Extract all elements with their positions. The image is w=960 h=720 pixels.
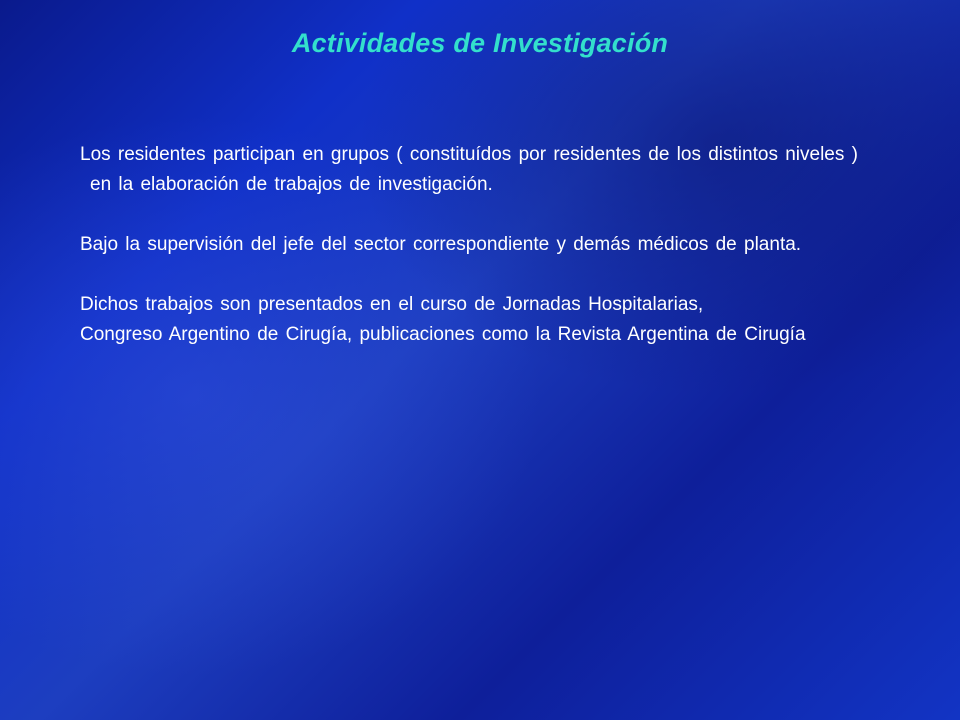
slide-body <box>80 140 880 350</box>
paragraph-presentations: Dichos trabajos son presentados en el curso de Jornadas Hospitalarias, <box>80 294 704 315</box>
slide-title: Actividades de Investigación <box>291 28 669 58</box>
paragraph-supervision: Bajo la supervisión del jefe del sector correspondiente y demás médicos de planta. <box>80 234 802 255</box>
paragraph-residents-groups: Los residentes participan en grupos ( constituídos por residentes de los distintos niveles ) en la elaboración de trabajos de investigación. <box>80 144 858 195</box>
paragraph-publications: Congreso Argentino de Cirugía, publicaciones como la Revista Argentina de Cirugía <box>80 324 806 345</box>
